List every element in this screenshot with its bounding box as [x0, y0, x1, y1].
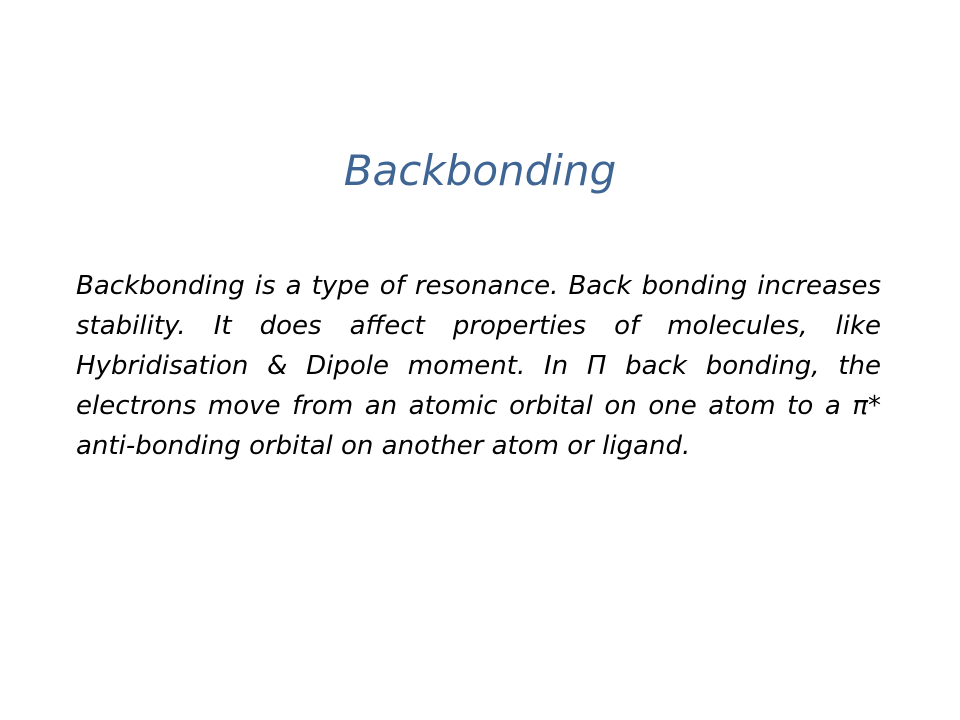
- slide-body-text: Backbonding is a type of resonance. Back bonding increases stability. It does affect properties of molecules, like Hybridisation & Dipole moment. In Π back bonding, the electrons move from an atomic orbital on one atom to a π* anti-bonding orbital on another atom or ligand.: [76, 271, 881, 461]
- slide-title: Backbonding: [343, 146, 617, 195]
